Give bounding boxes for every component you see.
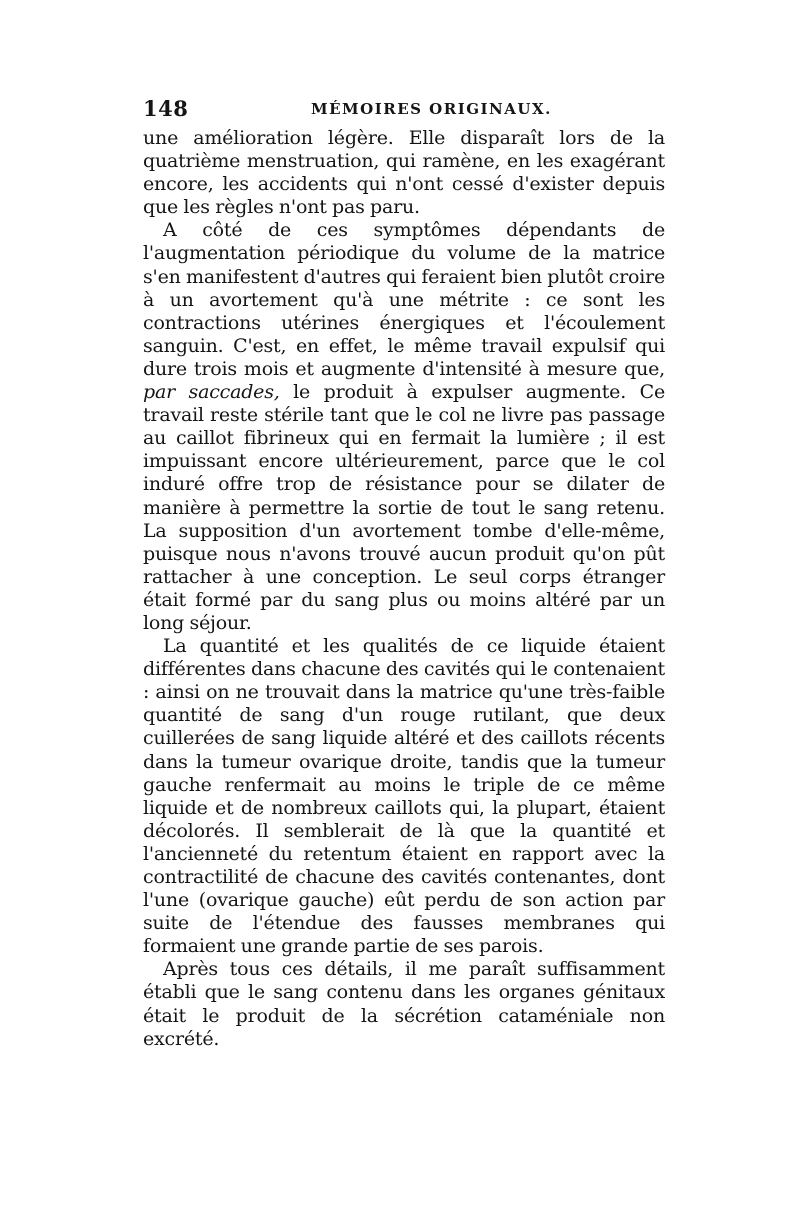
running-title: MÉMOIRES ORIGINAUX.	[311, 100, 552, 118]
paragraph-symptoms-text-after: le produit à expulser augmente. Ce travail reste stérile tant que le col ne livre pas passage au caillot fibrineux qui en fermait la lumière ; il est impuissant encore ultérieurement, parce que le col induré offre trop de résistance pour se dilater de manière à permettre la sortie de tout le sang retenu. La supposition d'un avortement tombe d'elle-même, puisque nous n'avons trouvé aucun produit qu'on pût rattacher à une conception. Le seul corps étranger était formé par du sang plus ou moins altéré par un long séjour.	[143, 381, 666, 634]
paragraph-continuation: une amélioration légère. Elle disparaît lors de la quatrième menstruation, qui ramène, en les exagérant encore, les accidents qui n'ont cessé d'exister depuis que les règles n'ont pas paru.	[143, 127, 665, 219]
page-number: 148	[143, 96, 189, 121]
paragraph-symptoms-italic: par saccades,	[143, 381, 280, 404]
paragraph-liquid: La quantité et les qualités de ce liquide étaient différentes dans chacune des cavités qui le contenaient : ainsi on ne trouvait dans la matrice qu'une très-faible quantité de sang d'un rouge rutilant, que deux cuillerées de sang liquide altéré et des caillots récents dans la tumeur ovarique droite, tandis que la tumeur gauche renfermait au moins le triple de ce même liquide et de nombreux caillots qui, la plupart, étaient décolorés. Il semblerait de là que la quantité et l'ancienneté du retentum étaient en rapport avec la contractilité de chacune des cavités contenantes, dont l'une (ovarique gauche) eût perdu de son action par suite de l'étendue des fausses membranes qui formaient une grande partie de ses parois.	[143, 635, 665, 958]
paragraph-symptoms-text-before: A côté de ces symptômes dépendants de l'augmentation périodique du volume de la matrice s'en manifestent d'autres qui feraient bien plutôt croire à un avortement qu'à une métrite : ce sont les contractions utérines énergiques et l'écoulement sanguin. C'est, en effet, le même travail expulsif qui dure trois mois et augmente d'intensité à mesure que,	[143, 219, 665, 380]
body-text	[143, 127, 665, 1051]
paragraph-conclusion: Après tous ces détails, il me paraît suffisamment établi que le sang contenu dans les organes génitaux était le produit de la sécrétion cataméniale non excrété.	[143, 958, 665, 1050]
paragraph-symptoms	[143, 219, 665, 635]
running-head	[143, 96, 665, 126]
